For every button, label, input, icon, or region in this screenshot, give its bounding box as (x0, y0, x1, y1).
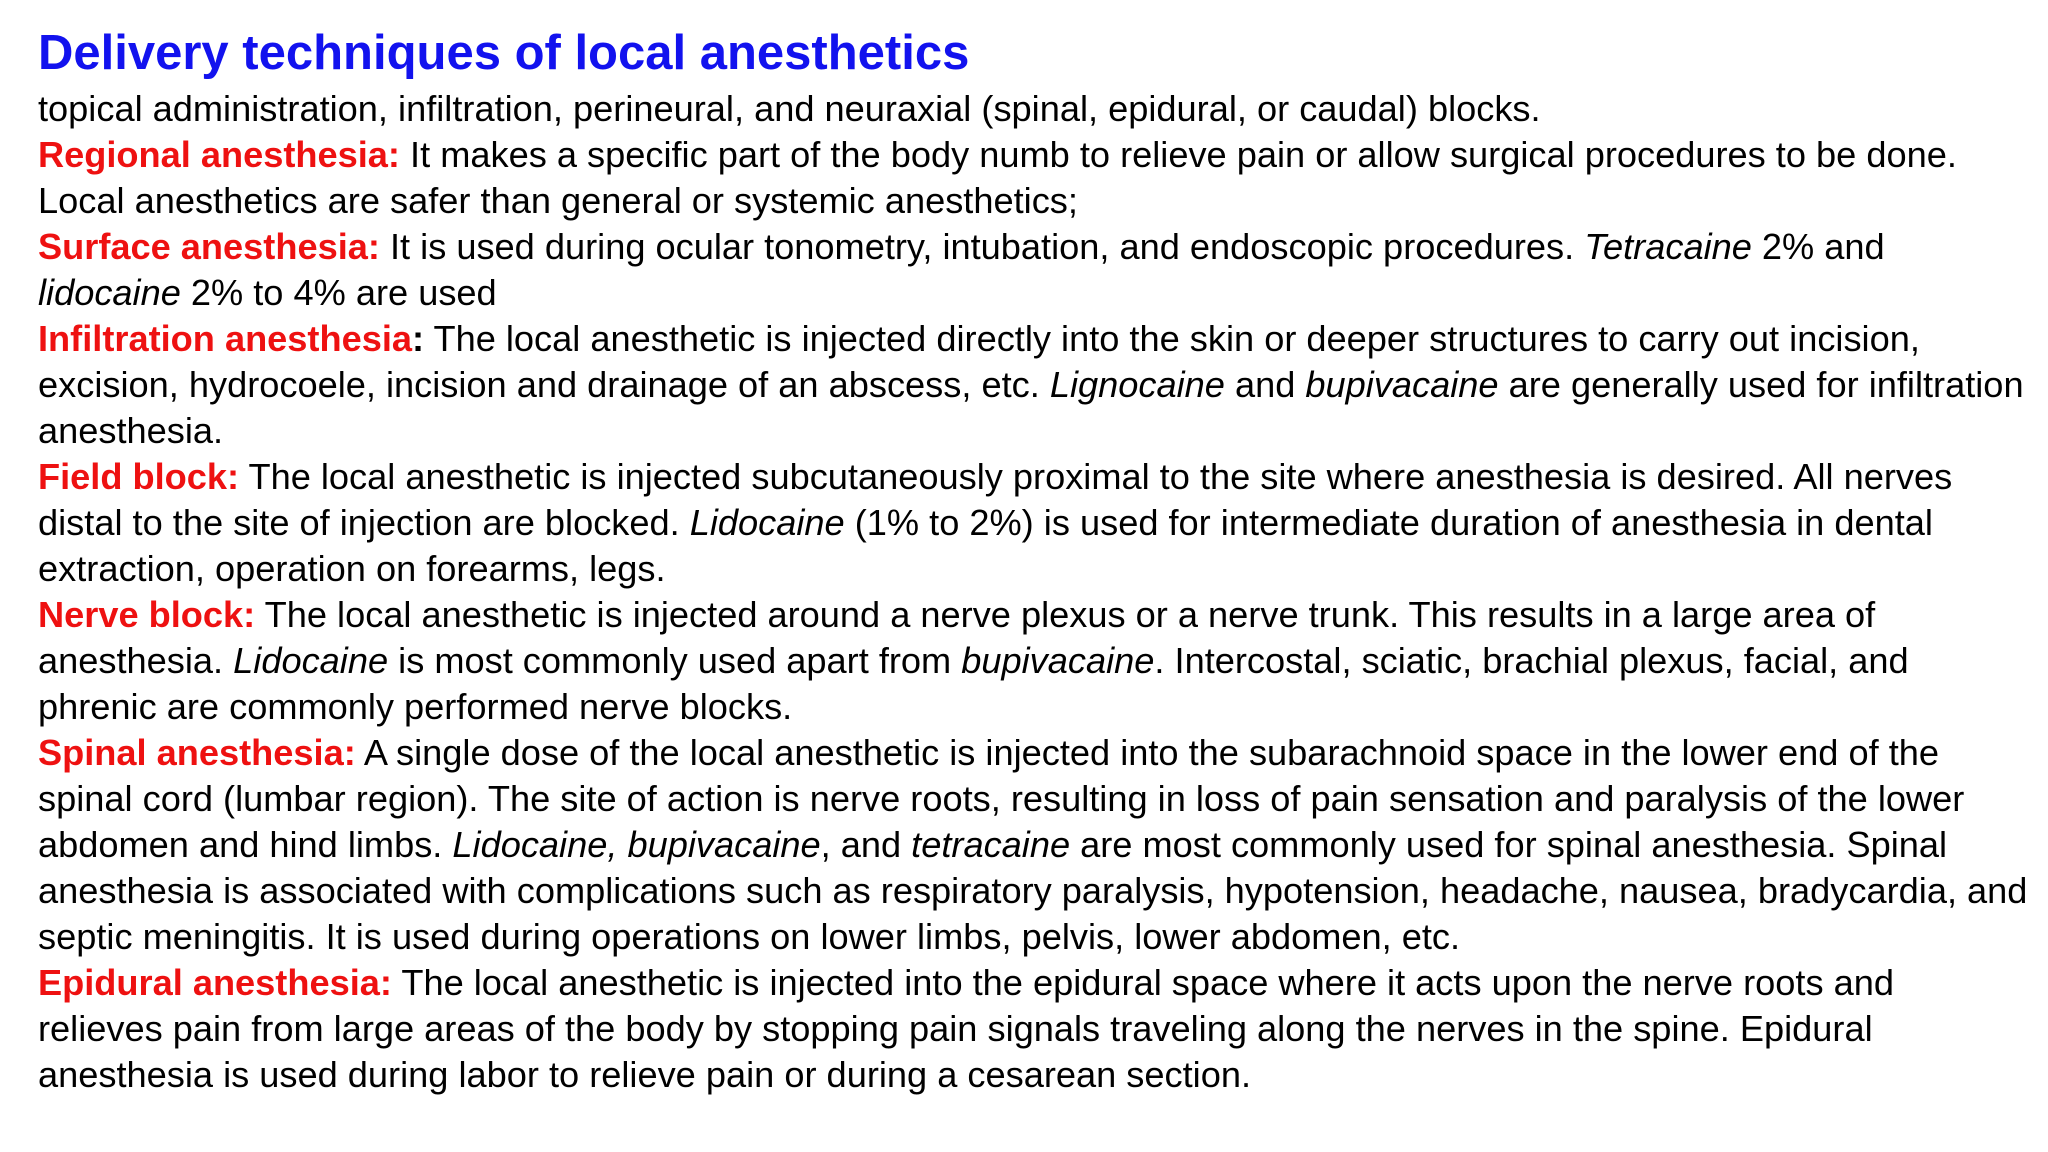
spinal-anesthesia-text: A single dose of the local anesthetic is injected into the subarachnoid space in the lower end of the spinal cord (lumbar region). The site of action is nerve roots, resulting in loss of pain sensation and paralysis of the lower abdomen and hind limbs. (38, 732, 1965, 865)
spinal-anesthesia-paragraph (38, 730, 2028, 960)
nerve-block-text: The local anesthetic is injected around a nerve plexus or a nerve trunk. This results in a large area of anesthesia. (38, 594, 1876, 681)
infiltration-anesthesia-text: The local anesthetic is injected directly into the skin or deeper structures to carry out incision, excision, hydrocoele, incision and drainage of an abscess, etc. (38, 318, 1920, 405)
slide-body (38, 86, 2028, 1098)
nerve-block-term: Nerve block: (38, 594, 256, 635)
epidural-anesthesia-term: Epidural anesthesia: (38, 962, 392, 1003)
drug-tetracaine: tetracaine (911, 824, 1071, 865)
slide (38, 20, 2028, 1098)
spinal-anesthesia-term: Spinal anesthesia: (38, 732, 356, 773)
regional-anesthesia-term: Regional anesthesia: (38, 134, 400, 175)
surface-anesthesia-paragraph (38, 224, 2028, 316)
field-block-term: Field block: (38, 456, 240, 497)
infiltration-anesthesia-text: and (1224, 364, 1306, 405)
spinal-anesthesia-text: are most commonly used for spinal anesthesia. Spinal anesthesia is associated with complications such as respiratory paralysis, hypotension, headache, nausea, bradycardia, and septic meningitis. It is used during operations on lower limbs, pelvis, lower abdomen, etc. (38, 824, 2028, 957)
field-block-text: The local anesthetic is injected subcutaneously proximal to the site where anesthesia is desired. All nerves distal to the site of injection are blocked. (38, 456, 1953, 543)
infiltration-anesthesia-term: Infiltration anesthesia (38, 318, 413, 359)
nerve-block-text: is most commonly used apart from (388, 640, 962, 681)
surface-anesthesia-text: 2% to 4% are used (180, 272, 497, 313)
drug-bupivacaine: bupivacaine (1305, 364, 1499, 405)
epidural-anesthesia-paragraph (38, 960, 2028, 1098)
nerve-block-paragraph (38, 592, 2028, 730)
page-title: Delivery techniques of local anesthetics (38, 26, 970, 80)
field-block-text: (1% to 2%) is used for intermediate duration of anesthesia in dental extraction, operation on forearms, legs. (38, 502, 1933, 589)
drug-lidocaine: Lidocaine (689, 502, 845, 543)
infiltration-anesthesia-text: are generally used for infiltration anesthesia. (38, 364, 2024, 451)
nerve-block-text: . Intercostal, sciatic, brachial plexus, facial, and phrenic are commonly performed nerve blocks. (38, 640, 1909, 727)
regional-anesthesia-text: It makes a specific part of the body numb to relieve pain or allow surgical procedures to be done. Local anesthetics are safer than general or systemic anesthetics; (38, 134, 1957, 221)
drug-lidocaine: lidocaine (38, 272, 181, 313)
surface-anesthesia-text: It is used during ocular tonometry, intubation, and endoscopic procedures. (379, 226, 1585, 267)
drug-tetracaine: Tetracaine (1584, 226, 1752, 267)
intro-paragraph: topical administration, infiltration, perineural, and neuraxial (spinal, epidural, or caudal) blocks. (38, 88, 1541, 129)
infiltration-anesthesia-colon: : (412, 318, 425, 359)
field-block-paragraph (38, 454, 2028, 592)
drug-lidocaine: Lidocaine (233, 640, 389, 681)
infiltration-anesthesia-paragraph (38, 316, 2028, 454)
regional-anesthesia-paragraph (38, 132, 2028, 224)
drug-lignocaine: Lignocaine (1049, 364, 1225, 405)
drug-lidocaine-bupivacaine: Lidocaine, bupivacaine (452, 824, 821, 865)
epidural-anesthesia-text: The local anesthetic is injected into the epidural space where it acts upon the nerve roots and relieves pain from large areas of the body by stopping pain signals traveling along the nerves in the spine. Epidural anesthesia is used during labor to relieve pain or during a cesarean section. (38, 962, 1894, 1095)
spinal-anesthesia-text: , and (820, 824, 912, 865)
surface-anesthesia-term: Surface anesthesia: (38, 226, 380, 267)
drug-bupivacaine: bupivacaine (961, 640, 1155, 681)
surface-anesthesia-text: 2% and (1751, 226, 1885, 267)
